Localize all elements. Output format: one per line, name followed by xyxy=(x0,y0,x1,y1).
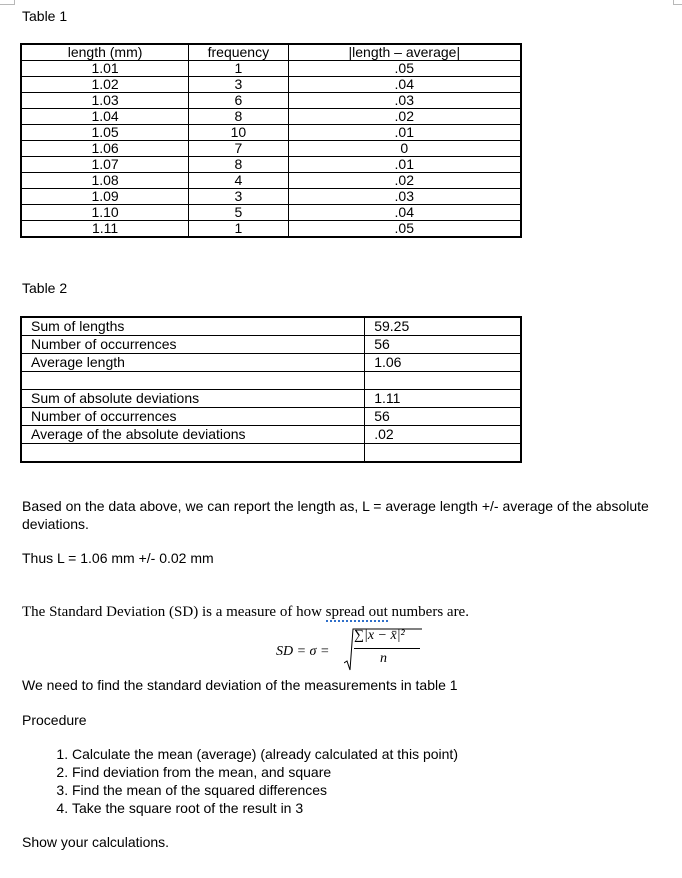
table-cell: 1.10 xyxy=(21,205,189,221)
formula-lhs: SD = σ = xyxy=(276,644,330,659)
summary-value: 56 xyxy=(365,336,521,354)
table-cell: 1.02 xyxy=(21,77,189,93)
table-row xyxy=(21,125,521,141)
summary-value: 59.25 xyxy=(365,317,521,336)
table-row xyxy=(21,109,521,125)
table-cell: 1.07 xyxy=(21,157,189,173)
sd-intro-before: The Standard Deviation (SD) is a measure of how xyxy=(22,604,326,620)
summary-label: Average length xyxy=(21,354,365,372)
table-cell: .05 xyxy=(288,221,521,238)
summary-value xyxy=(365,444,521,463)
summary-value xyxy=(365,372,521,390)
table-cell: 1.06 xyxy=(21,141,189,157)
procedure-step: 4. Take the square root of the result in 3 xyxy=(72,799,458,817)
table-cell: 1.05 xyxy=(21,125,189,141)
result-line: Thus L = 1.06 mm +/- 0.02 mm xyxy=(22,550,214,566)
summary-label xyxy=(21,444,365,463)
table-cell: 6 xyxy=(189,93,288,109)
column-header: length (mm) xyxy=(21,44,189,61)
page-corner-mark-right xyxy=(673,0,682,5)
sd-intro-after: numbers are. xyxy=(387,604,469,620)
summary-label: Sum of absolute deviations xyxy=(21,390,365,408)
spread-out-link[interactable]: spread out xyxy=(325,604,388,620)
table-cell: .02 xyxy=(288,173,521,189)
table-cell: .04 xyxy=(288,205,521,221)
table-row xyxy=(21,173,521,189)
table-cell: 1.03 xyxy=(21,93,189,109)
procedure-step: 1. Calculate the mean (average) (already calculated at this point) xyxy=(72,745,458,763)
table1-title: Table 1 xyxy=(22,8,68,24)
sd-intro xyxy=(22,603,469,621)
procedure-step: 2. Find deviation from the mean, and square xyxy=(72,763,458,781)
summary-value: 56 xyxy=(365,408,521,426)
column-header: frequency xyxy=(189,44,288,61)
table-row xyxy=(21,390,521,408)
table-cell: 1.04 xyxy=(21,109,189,125)
table-row xyxy=(21,93,521,109)
table-header-row xyxy=(21,44,521,61)
table-cell: 8 xyxy=(189,109,288,125)
table-cell: .01 xyxy=(288,125,521,141)
summary-label xyxy=(21,372,365,390)
table-row xyxy=(21,205,521,221)
table-cell: 3 xyxy=(189,189,288,205)
frequency-table xyxy=(20,43,522,238)
table-row xyxy=(21,408,521,426)
table-cell: 1.09 xyxy=(21,189,189,205)
fraction-bar xyxy=(354,648,420,649)
table-row xyxy=(21,372,521,390)
table-cell: .02 xyxy=(288,109,521,125)
page-corner-mark-left xyxy=(0,0,15,5)
table-cell: 1.08 xyxy=(21,173,189,189)
procedure-step: 3. Find the mean of the squared differences xyxy=(72,781,458,799)
table-cell: 3 xyxy=(189,77,288,93)
table-row xyxy=(21,444,521,463)
table-cell: 0 xyxy=(288,141,521,157)
summary-table xyxy=(20,316,522,463)
report-paragraph: Based on the data above, we can report the length as, L = average length +/- average of the absolute deviations. xyxy=(22,498,649,532)
procedure-title: Procedure xyxy=(22,712,87,728)
need-line: We need to find the standard deviation of the measurements in table 1 xyxy=(22,677,458,693)
table-cell: 10 xyxy=(189,125,288,141)
table-row xyxy=(21,354,521,372)
table-cell: .04 xyxy=(288,77,521,93)
summary-label: Number of occurrences xyxy=(21,408,365,426)
table-cell: 4 xyxy=(189,173,288,189)
column-header: |length – average| xyxy=(288,44,521,61)
summary-label: Number of occurrences xyxy=(21,336,365,354)
table-cell: 1.01 xyxy=(21,61,189,77)
table-cell: 1.11 xyxy=(21,221,189,238)
formula-numerator: ∑|x − x̄|² xyxy=(354,628,405,643)
procedure-steps xyxy=(50,745,458,817)
show-calculations: Show your calculations. xyxy=(22,834,170,850)
summary-value: 1.11 xyxy=(365,390,521,408)
table-cell: 1 xyxy=(189,61,288,77)
table-row xyxy=(21,77,521,93)
formula-denominator: n xyxy=(380,651,387,666)
table-row xyxy=(21,317,521,336)
table2-title: Table 2 xyxy=(22,280,68,296)
table-cell: 1 xyxy=(189,221,288,238)
table-cell: 5 xyxy=(189,205,288,221)
sd-formula xyxy=(276,627,436,671)
table-row xyxy=(21,426,521,444)
table-row xyxy=(21,61,521,77)
table-cell: 7 xyxy=(189,141,288,157)
table-cell: 8 xyxy=(189,157,288,173)
table-row xyxy=(21,189,521,205)
table-row xyxy=(21,157,521,173)
table-row xyxy=(21,221,521,238)
table-cell: .05 xyxy=(288,61,521,77)
table-cell: .03 xyxy=(288,93,521,109)
square-root xyxy=(344,627,422,671)
table-cell: .01 xyxy=(288,157,521,173)
table-row xyxy=(21,141,521,157)
table-row xyxy=(21,336,521,354)
summary-value: .02 xyxy=(365,426,521,444)
table-cell: .03 xyxy=(288,189,521,205)
summary-label: Sum of lengths xyxy=(21,317,365,336)
summary-label: Average of the absolute deviations xyxy=(21,426,365,444)
summary-value: 1.06 xyxy=(365,354,521,372)
